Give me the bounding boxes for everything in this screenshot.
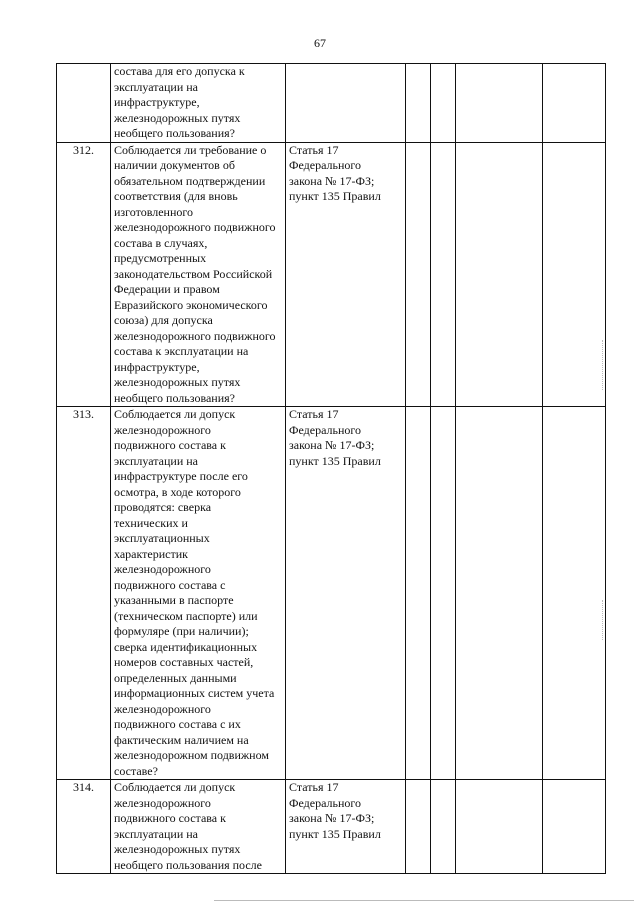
table-row	[57, 407, 606, 780]
reference-cell	[286, 64, 406, 143]
answer-no-cell	[431, 780, 456, 874]
margin-scan-mark	[602, 340, 604, 390]
row-number: 314.	[57, 780, 111, 874]
reference-cell	[286, 407, 406, 780]
answer-yes-cell	[406, 64, 431, 143]
question-text: Соблюдается ли допуск железнодорожного подвижного состава к эксплуатации на инфраструктуре после его осмотра, в ходе которого проводятся: сверка технических и эксплуатационных характеристик железнодорожного подвижного состава с указанными в паспорте (техническом паспорте) или формуляре (при наличии); сверка идентификационных номеров составных частей, определенных данными информационных систем учета железнодорожного подвижного состава с их фактическим наличием на железнодорожном подвижном составе?	[114, 407, 275, 778]
row-number: 312.	[57, 142, 111, 407]
row-number	[57, 64, 111, 143]
page-number: 67	[314, 36, 326, 50]
question-cell	[111, 407, 286, 780]
notes-cell	[543, 142, 606, 407]
answer-no-cell	[431, 407, 456, 780]
row-number: 313.	[57, 407, 111, 780]
notes-cell	[543, 407, 606, 780]
checklist-table	[56, 63, 606, 874]
answer-na-cell	[456, 780, 543, 874]
question-cell	[111, 64, 286, 143]
question-text: Соблюдается ли допуск железнодорожного подвижного состава к эксплуатации на железнодорожных путях необщего пользования после	[114, 780, 262, 872]
answer-na-cell	[456, 64, 543, 143]
reference-cell	[286, 142, 406, 407]
answer-no-cell	[431, 142, 456, 407]
answer-na-cell	[456, 142, 543, 407]
reference-text: Статья 17 Федерального закона № 17-ФЗ; пункт 135 Правил	[289, 780, 381, 841]
table-row	[57, 64, 606, 143]
answer-yes-cell	[406, 142, 431, 407]
table-row	[57, 780, 606, 874]
margin-scan-mark	[602, 600, 604, 640]
table-row	[57, 142, 606, 407]
question-text: Соблюдается ли требование о наличии документов об обязательном подтверждении соответствия (для вновь изготовленного железнодорожного подвижного состава в случаях, предусмотренных законодательством Российской Федерации и правом Евразийского экономического союза) для допуска железнодорожного подвижного состава к эксплуатации на инфраструктуре, железнодорожных путях необщего пользования?	[114, 142, 276, 405]
page-bottom-rule	[214, 900, 634, 901]
answer-no-cell	[431, 64, 456, 143]
reference-cell	[286, 780, 406, 874]
answer-yes-cell	[406, 780, 431, 874]
question-cell	[111, 780, 286, 874]
notes-cell	[543, 64, 606, 143]
answer-na-cell	[456, 407, 543, 780]
answer-yes-cell	[406, 407, 431, 780]
notes-cell	[543, 780, 606, 874]
question-cell	[111, 142, 286, 407]
reference-text: Статья 17 Федерального закона № 17-ФЗ; пункт 135 Правил	[289, 407, 381, 468]
question-text: состава для его допуска к эксплуатации на инфраструктуре, железнодорожных путях необщего пользования?	[114, 64, 245, 140]
reference-text: Статья 17 Федерального закона № 17-ФЗ; пункт 135 Правил	[289, 142, 381, 203]
